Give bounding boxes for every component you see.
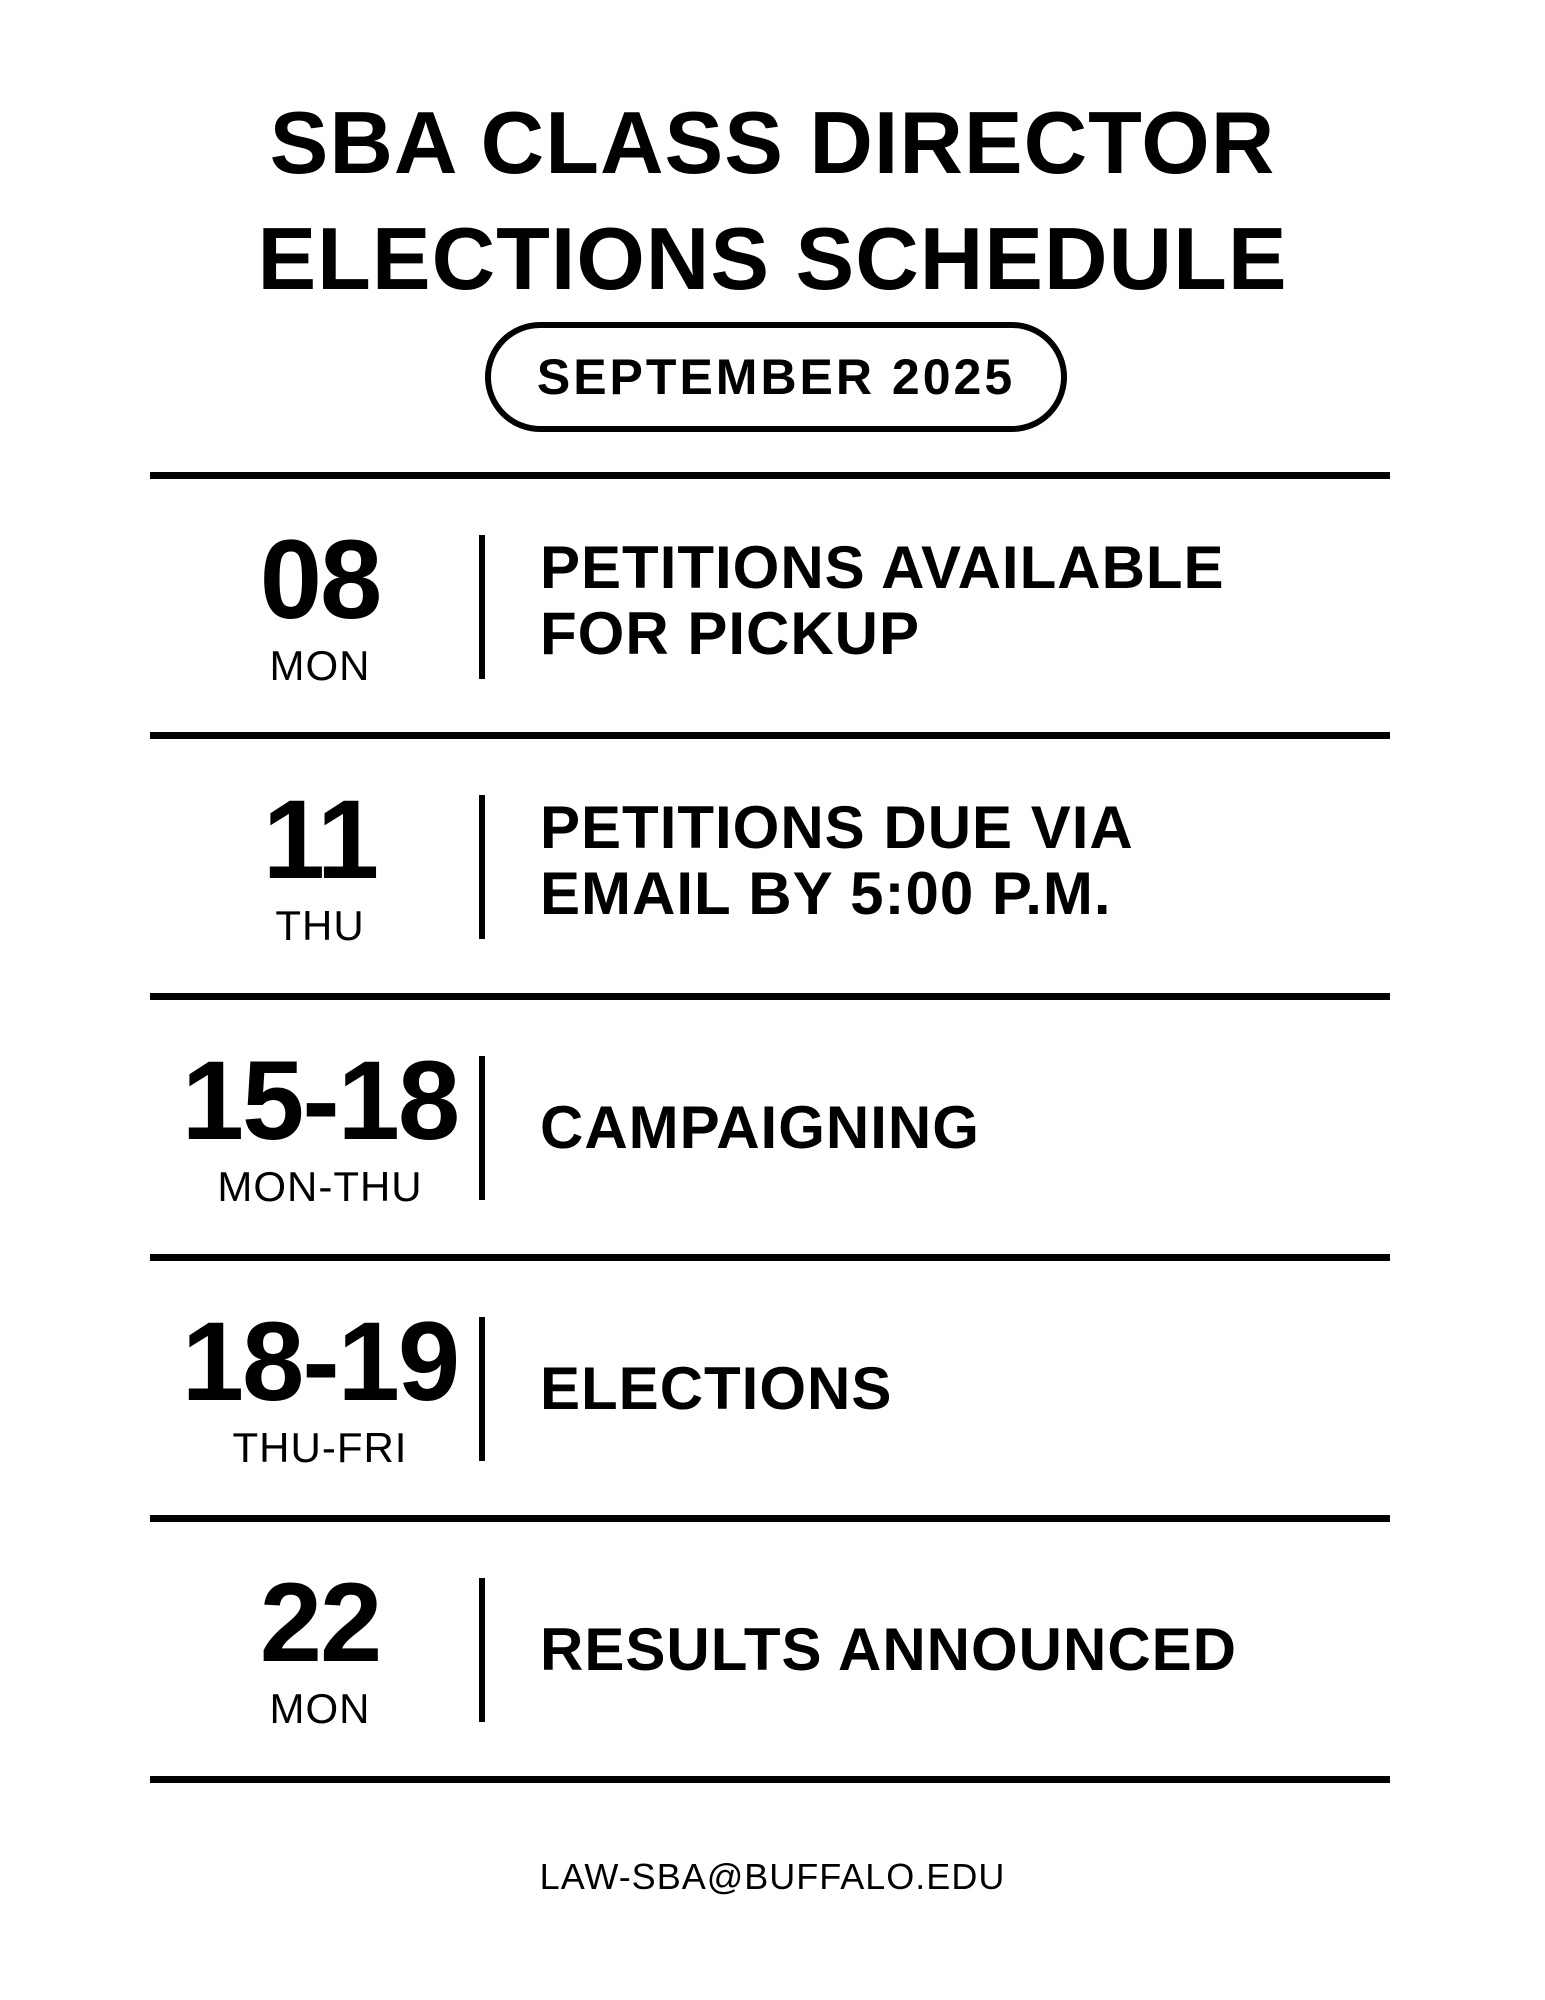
event-description: ELECTIONS	[540, 1355, 893, 1422]
day-number: 08	[259, 517, 381, 642]
schedule-row	[150, 479, 1390, 735]
day-number: 22	[259, 1560, 381, 1685]
day-number: 15-18	[181, 1038, 459, 1163]
weekday-label: MON-THU	[217, 1163, 423, 1210]
divider-rule	[150, 472, 1390, 479]
event-description: PETITIONS DUE VIA EMAIL BY 5:00 P.M.	[540, 794, 1134, 927]
schedule-row	[150, 1000, 1390, 1256]
month-label: SEPTEMBER 2025	[536, 349, 1016, 405]
event-description: RESULTS ANNOUNCED	[540, 1616, 1238, 1683]
weekday-label: THU-FRI	[232, 1424, 408, 1471]
schedule-row	[150, 739, 1390, 995]
date-block	[150, 479, 490, 735]
date-block	[150, 1522, 490, 1778]
weekday-label: MON	[269, 1685, 371, 1732]
weekday-label: THU	[275, 902, 365, 949]
month-badge	[485, 322, 1067, 432]
day-number: 18-19	[181, 1299, 459, 1424]
weekday-label: MON	[269, 642, 371, 689]
day-number: 11	[262, 777, 378, 902]
vertical-divider	[479, 795, 485, 939]
contact-email: LAW-SBA@BUFFALO.EDU	[539, 1856, 1006, 1897]
event-description: PETITIONS AVAILABLE FOR PICKUP	[540, 534, 1225, 667]
vertical-divider	[479, 1056, 485, 1200]
schedule-row	[150, 1261, 1390, 1517]
vertical-divider	[479, 1578, 485, 1722]
vertical-divider	[479, 1317, 485, 1461]
schedule-row	[150, 1522, 1390, 1778]
event-description: CAMPAIGNING	[540, 1094, 980, 1161]
date-block	[150, 1261, 490, 1517]
date-block	[150, 1000, 490, 1256]
vertical-divider	[479, 535, 485, 679]
page-title-line-2: ELECTIONS SCHEDULE	[257, 209, 1288, 308]
page-title-line-1: SBA CLASS DIRECTOR	[269, 93, 1276, 192]
date-block	[150, 739, 490, 995]
